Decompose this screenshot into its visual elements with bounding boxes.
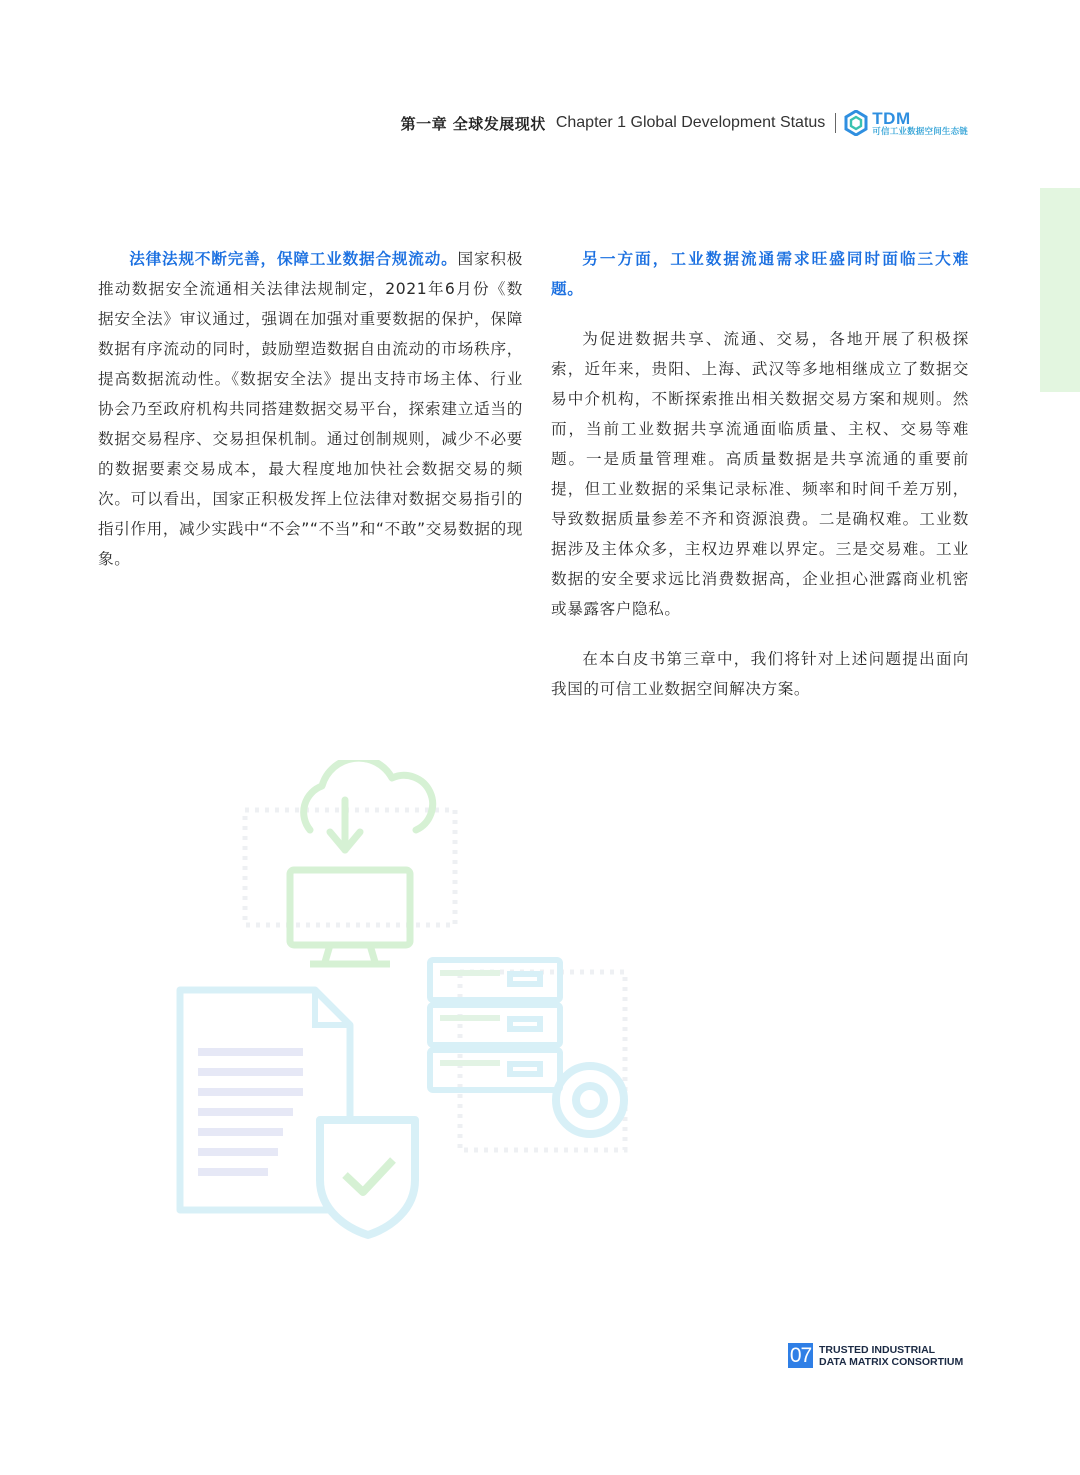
left-body-text: 国家积极推动数据安全流通相关法律法规制定，2021年6月份《数据安全法》审议通过，强调在加强对重要数据的保护，保障数据有序流动的同时，鼓励塑造数据自由流动的市场秩序，提高数据流动性。《数据安全法》提出支持市场主体、行业协会乃至政府机构共同搭建数据交易平台，探索建立适当的数据交易程序、交易担保机制。通过创制规则，减少不必要的数据要素交易成本，最大程度地加快社会数据交易的频次。可以看出，国家正积极发挥上位法律对数据交易指引的指引作用，减少实践中“不会”“不当”和“不敢”交易数据的现象。 — [98, 250, 523, 568]
page-header — [360, 106, 968, 140]
footer-org-name — [819, 1344, 963, 1368]
tdm-logo — [844, 110, 968, 137]
cloud-download-icon — [304, 760, 433, 850]
logo-icon — [844, 110, 868, 136]
decorative-illustration — [150, 760, 650, 1260]
chapter-title-en: Chapter 1 Global Development Status — [555, 114, 826, 131]
right-paragraph-1: 为促进数据共享、流通、交易，各地开展了积极探索，近年来，贵阳、上海、武汉等多地相继成立了数据交易中介机构，不断探索推出相关数据交易方案和规则。然而，当前工业数据共享流通面临质量、主权、交易等难题。一是质量管理难。高质量数据是共享流通的重要前提，但工业数据的采集记录标准、频率和时间千差万别，导致数据质量参差不齐和资源浪费。二是确权难。工业数据涉及主体众多，主权边界难以界定。三是交易难。工业数据的安全要求远比消费数据高，企业担心泄露商业机密或暴露客户隐私。 — [551, 330, 969, 618]
left-column — [98, 244, 523, 574]
server-icon — [430, 960, 560, 1090]
footer-line-2: DATA MATRIX CONSORTIUM — [819, 1355, 964, 1368]
header-divider — [835, 113, 836, 133]
page-footer — [788, 1343, 963, 1368]
footer-line-1: TRUSTED INDUSTRIAL — [819, 1343, 936, 1356]
right-paragraph-2: 在本白皮书第三章中，我们将针对上述问题提出面向我国的可信工业数据空间解决方案。 — [551, 650, 969, 698]
chapter-title-cn: 第一章 全球发展现状 — [400, 114, 546, 133]
monitor-icon — [290, 870, 410, 964]
left-lead-sentence: 法律法规不断完善，保障工业数据合规流动。 — [129, 250, 458, 268]
right-column — [551, 244, 969, 704]
logo-chinese-name: 可信工业数据空间生态链 — [872, 126, 968, 137]
gear-icon — [556, 1066, 624, 1134]
shield-check-icon — [320, 1120, 415, 1235]
right-heading: 另一方面，工业数据流通需求旺盛同时面临三大难题。 — [551, 250, 969, 298]
logo-abbreviation: TDM — [872, 108, 911, 128]
chapter-side-tab — [1040, 188, 1080, 392]
left-paragraph — [98, 244, 523, 574]
page-number: 07 — [789, 1343, 812, 1367]
